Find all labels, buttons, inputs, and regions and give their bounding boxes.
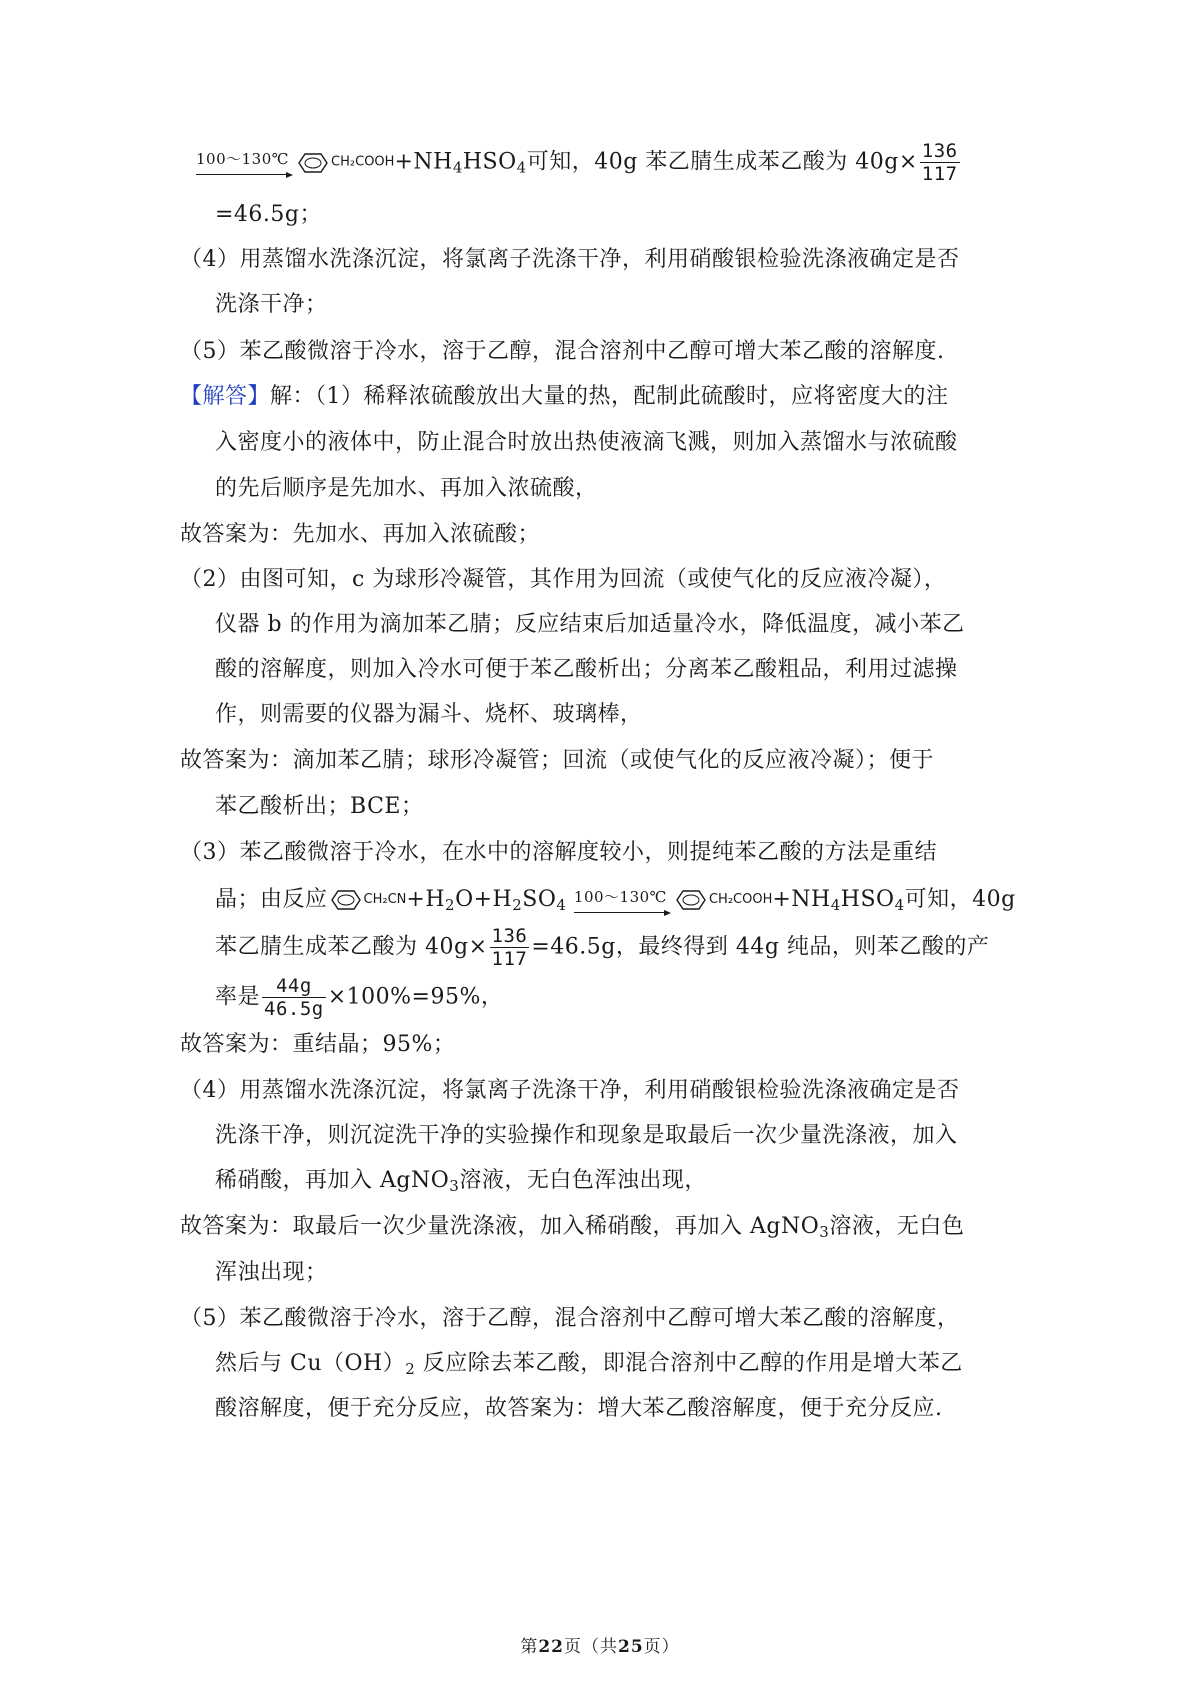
text-line: 作，则需要的仪器为漏斗、烧杯、玻璃棒，	[215, 702, 643, 727]
reaction-condition: 100～130℃	[196, 150, 290, 168]
page-total: 25	[618, 1637, 644, 1657]
text-seg: 稀硝酸，再加入 AgNO	[215, 1168, 450, 1193]
text-seg: 故答案为：取最后一次少量洗涤液，加入稀硝酸，再加入 AgNO	[180, 1214, 820, 1239]
text-line: （5）苯乙酸微溶于冷水，溶于乙醇，混合溶剂中乙醇可增大苯乙酸的溶解度，	[180, 1306, 960, 1331]
subscript: 3	[449, 1177, 460, 1195]
text-line: 故答案为：滴加苯乙腈；球形冷凝管；回流（或使气化的反应液冷凝）；便于	[180, 748, 935, 773]
text-seg: 解：（1）稀释浓硫酸放出大量的热，配制此硫酸时，应将密度大的注	[270, 384, 949, 409]
subscript: 4	[894, 896, 905, 914]
subscript: 2	[445, 896, 456, 914]
fraction	[920, 140, 960, 185]
group-label: CH₂CN	[363, 892, 407, 907]
answer-tag: 【解答】	[180, 384, 271, 409]
text-line	[215, 1166, 707, 1196]
text-line: 入密度小的液体中，防止混合时放出热使液滴飞溅，则加入蒸馏水与浓硫酸	[215, 430, 958, 455]
text-line	[215, 1349, 963, 1379]
text-seg: 晶；由反应	[215, 887, 328, 912]
text-line: （4）用蒸馏水洗涤沉淀，将氯离子洗涤干净，利用硝酸银检验洗涤液确定是否	[180, 247, 960, 272]
page-number: 22	[538, 1637, 564, 1657]
text-line	[180, 1212, 964, 1242]
text-line: 酸的溶解度，则加入冷水可便于苯乙酸析出；分离苯乙酸粗品，利用过滤操	[215, 657, 958, 682]
text-seg: SO	[522, 887, 557, 912]
subscript: 4	[830, 896, 841, 914]
fraction-numerator: 136	[921, 140, 958, 162]
fraction-numerator: 44g	[262, 975, 326, 998]
text-line: =46.5g；	[215, 202, 323, 227]
subscript: 4	[452, 158, 463, 177]
fraction-denominator: 117	[491, 948, 528, 970]
text-line: 故答案为：先加水、再加入浓硫酸；	[180, 522, 541, 547]
footer-prefix: 第	[520, 1637, 539, 1657]
fraction-line-1	[215, 925, 989, 970]
fraction-denominator: 117	[921, 163, 958, 185]
text-line: 洗涤干净；	[215, 292, 328, 317]
benzene-ring-icon	[328, 889, 364, 911]
text-line: 洗涤干净，则沉淀洗干净的实验操作和现象是取最后一次少量洗涤液，加入	[215, 1123, 958, 1148]
fraction	[490, 925, 530, 970]
text-line: （2）由图可知，c 为球形冷凝管，其作用为回流（或使气化的反应液冷凝），	[180, 567, 947, 592]
subscript: 4	[556, 896, 567, 914]
text-line: 浑浊出现；	[215, 1260, 328, 1285]
fraction	[262, 975, 326, 1020]
footer-mid: 页（共	[564, 1637, 618, 1657]
answer-heading-line	[180, 382, 949, 412]
text-line: （4）用蒸馏水洗涤沉淀，将氯离子洗涤干净，利用硝酸银检验洗涤液确定是否	[180, 1078, 960, 1103]
fraction-denominator: 46.5g	[264, 998, 324, 1020]
text-seg: 反应除去苯乙酸，即混合溶剂中乙醇的作用是增大苯乙	[422, 1351, 963, 1376]
footer-suffix: 页）	[643, 1637, 680, 1657]
text-line: 故答案为：重结晶；95%；	[180, 1032, 456, 1057]
fraction-line-2	[215, 975, 503, 1020]
subscript: 4	[516, 158, 527, 177]
text-seg: =46.5g，最终得到 44g 纯品，则苯乙酸的产	[531, 934, 990, 960]
benzene-ring-icon	[295, 152, 331, 174]
text-seg: 苯乙腈生成苯乙酸为 40g×	[215, 934, 488, 960]
text-seg: +H	[406, 887, 446, 912]
text-seg: 溶液，无白色	[829, 1214, 965, 1239]
text-seg: HSO	[840, 887, 895, 912]
group-label: CH₂COOH	[708, 892, 773, 907]
page-footer	[0, 1632, 1200, 1657]
fraction-numerator: 136	[491, 925, 528, 947]
text-line: 的先后顺序是先加水、再加入浓硫酸，	[215, 476, 598, 501]
text-seg: +NH	[772, 887, 831, 912]
reaction-line-1	[196, 140, 962, 185]
text-seg: 可知，40g 苯乙腈生成苯乙酸为 40g×	[526, 149, 918, 175]
text-seg: 可知，40g	[904, 887, 1016, 912]
text-line: 苯乙酸析出；BCE；	[215, 794, 424, 819]
reaction-arrow	[196, 150, 291, 175]
subscript: 2	[405, 1360, 416, 1378]
benzene-ring-icon	[673, 889, 709, 911]
text-seg: HSO	[462, 149, 517, 175]
text-line: 仪器 b 的作用为滴加苯乙腈；反应结束后加适量冷水，降低温度，减小苯乙	[215, 612, 965, 637]
text-line: 酸溶解度，便于充分反应，故答案为：增大苯乙酸溶解度，便于充分反应.	[215, 1396, 943, 1421]
text-seg: +NH	[394, 149, 453, 175]
text-seg: 然后与 Cu（OH）	[215, 1351, 406, 1376]
reaction-condition: 100～130℃	[573, 887, 667, 906]
reaction-arrow	[574, 888, 669, 913]
subscript: 2	[512, 896, 523, 914]
text-line: （5）苯乙酸微溶于冷水，溶于乙醇，混合溶剂中乙醇可增大苯乙酸的溶解度.	[180, 339, 945, 364]
text-seg: 溶液，无白色浑浊出现，	[459, 1168, 707, 1193]
group-label: CH₂COOH	[331, 154, 395, 170]
text-line: （3）苯乙酸微溶于冷水，在水中的溶解度较小，则提纯苯乙酸的方法是重结	[180, 840, 937, 865]
subscript: 3	[819, 1223, 830, 1241]
reaction-line-2	[215, 885, 1016, 915]
text-seg: 率是	[215, 984, 261, 1010]
text-seg: O+H	[455, 887, 513, 912]
text-seg: ×100%=95%，	[327, 984, 504, 1010]
